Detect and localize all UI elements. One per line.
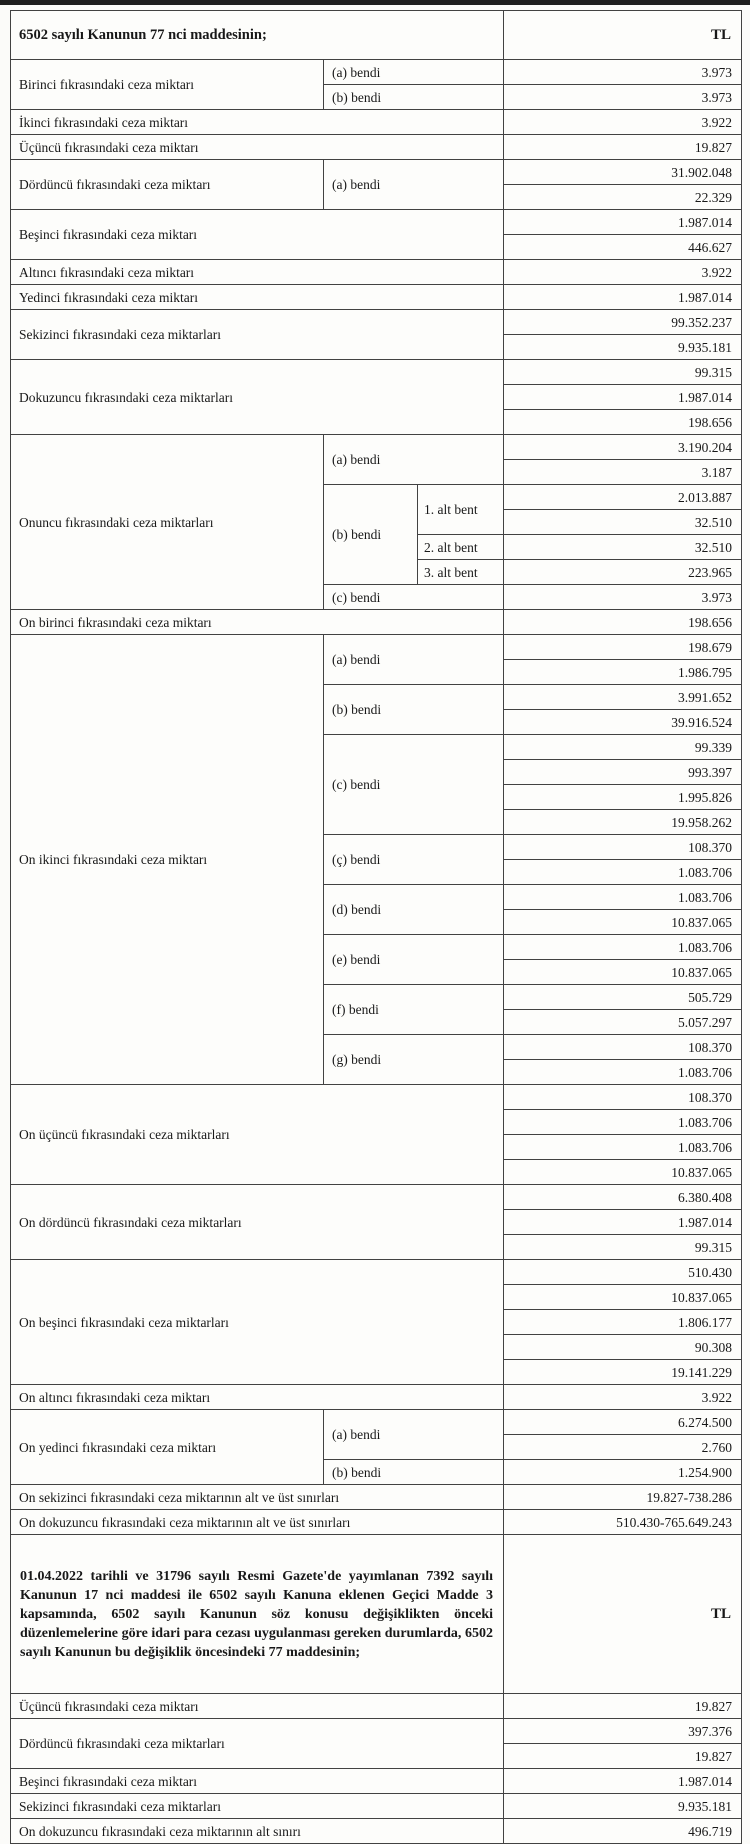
amount-cell: 9.935.181 xyxy=(504,335,742,360)
fikra-label: İkinci fıkrasındaki ceza miktarı xyxy=(11,110,504,135)
alt-bent-label: 1. alt bent xyxy=(418,485,504,535)
alt-bent-label: 3. alt bent xyxy=(418,560,504,585)
fikra-label: Birinci fıkrasındaki ceza miktarı xyxy=(11,60,324,110)
table-row xyxy=(11,360,742,385)
table-row xyxy=(11,1819,742,1844)
amount-cell: 223.965 xyxy=(504,560,742,585)
amount-cell: 32.510 xyxy=(504,535,742,560)
bend-label: (b) bendi xyxy=(324,685,504,735)
table-row xyxy=(11,60,742,85)
amount-cell: 510.430 xyxy=(504,1260,742,1285)
amount-cell: 1.987.014 xyxy=(504,210,742,235)
table-row xyxy=(11,635,742,660)
table-row xyxy=(11,11,742,60)
table-row xyxy=(11,1485,742,1510)
amount-cell: 1.083.706 xyxy=(504,1110,742,1135)
amount-cell: 3.190.204 xyxy=(504,435,742,460)
amount-cell: 19.827 xyxy=(504,1744,742,1769)
fikra-label: Dokuzuncu fıkrasındaki ceza miktarları xyxy=(11,360,504,435)
amount-cell: 993.397 xyxy=(504,760,742,785)
fikra-label: Sekizinci fıkrasındaki ceza miktarları xyxy=(11,310,504,360)
table-row xyxy=(11,1694,742,1719)
amount-cell: 397.376 xyxy=(504,1719,742,1744)
fikra-label: On sekizinci fıkrasındaki ceza miktarının alt ve üst sınırları xyxy=(11,1485,504,1510)
table-row xyxy=(11,160,742,185)
fikra-label: On üçüncü fıkrasındaki ceza miktarları xyxy=(11,1085,504,1185)
table-row xyxy=(11,1385,742,1410)
bend-label: (a) bendi xyxy=(324,635,504,685)
amount-cell: 3.973 xyxy=(504,585,742,610)
amount-cell: 1.083.706 xyxy=(504,860,742,885)
fikra-label: On birinci fıkrasındaki ceza miktarı xyxy=(11,610,504,635)
amount-cell: 1.083.706 xyxy=(504,1135,742,1160)
bend-label: (f) bendi xyxy=(324,985,504,1035)
bend-label: (c) bendi xyxy=(324,585,504,610)
amount-cell: 99.339 xyxy=(504,735,742,760)
penalty-amounts-table xyxy=(10,10,742,1844)
fikra-label: Onuncu fıkrasındaki ceza miktarları xyxy=(11,435,324,610)
table-row xyxy=(11,260,742,285)
amount-cell: 1.987.014 xyxy=(504,285,742,310)
bend-label: (b) bendi xyxy=(324,85,504,110)
table-row xyxy=(11,285,742,310)
bend-label: (a) bendi xyxy=(324,435,504,485)
amount-cell: 19.958.262 xyxy=(504,810,742,835)
amount-cell: 10.837.065 xyxy=(504,1160,742,1185)
amount-cell: 198.656 xyxy=(504,410,742,435)
amount-cell: 108.370 xyxy=(504,1035,742,1060)
bend-label: (a) bendi xyxy=(324,60,504,85)
amount-cell: 19.827 xyxy=(504,1694,742,1719)
bend-label: (d) bendi xyxy=(324,885,504,935)
amount-cell: 3.922 xyxy=(504,1385,742,1410)
amount-cell: 496.719 xyxy=(504,1819,742,1844)
amount-cell: 9.935.181 xyxy=(504,1794,742,1819)
fikra-label: Yedinci fıkrasındaki ceza miktarı xyxy=(11,285,504,310)
bend-label: (g) bendi xyxy=(324,1035,504,1085)
amount-cell: 510.430-765.649.243 xyxy=(504,1510,742,1535)
amount-cell: 3.922 xyxy=(504,260,742,285)
amount-cell: 2.013.887 xyxy=(504,485,742,510)
amount-cell: 1.254.900 xyxy=(504,1460,742,1485)
bend-label: (b) bendi xyxy=(324,1460,504,1485)
amount-cell: 1.083.706 xyxy=(504,1060,742,1085)
amount-cell: 22.329 xyxy=(504,185,742,210)
amount-cell: 39.916.524 xyxy=(504,710,742,735)
table-row xyxy=(11,1794,742,1819)
amount-cell: 5.057.297 xyxy=(504,1010,742,1035)
amount-cell: 10.837.065 xyxy=(504,960,742,985)
bend-label: (ç) bendi xyxy=(324,835,504,885)
currency-header: TL xyxy=(504,1535,742,1694)
bend-label: (b) bendi xyxy=(324,485,418,585)
table-row xyxy=(11,110,742,135)
table-row xyxy=(11,1085,742,1110)
table-row xyxy=(11,1510,742,1535)
fikra-label: Dördüncü fıkrasındaki ceza miktarı xyxy=(11,160,324,210)
amount-cell: 1.806.177 xyxy=(504,1310,742,1335)
table-row xyxy=(11,435,742,460)
fikra-label: On ikinci fıkrasındaki ceza miktarı xyxy=(11,635,324,1085)
fikra-label: Üçüncü fıkrasındaki ceza miktarı xyxy=(11,135,504,160)
amount-cell: 99.315 xyxy=(504,360,742,385)
amount-cell: 446.627 xyxy=(504,235,742,260)
amount-cell: 19.827-738.286 xyxy=(504,1485,742,1510)
amount-cell: 19.141.229 xyxy=(504,1360,742,1385)
bend-label: (c) bendi xyxy=(324,735,504,835)
fikra-label: Sekizinci fıkrasındaki ceza miktarları xyxy=(11,1794,504,1819)
penalty-document xyxy=(10,10,741,1844)
fikra-label: Beşinci fıkrasındaki ceza miktarı xyxy=(11,1769,504,1794)
amount-cell: 6.380.408 xyxy=(504,1185,742,1210)
amount-cell: 3.973 xyxy=(504,85,742,110)
section1-title: 6502 sayılı Kanunun 77 nci maddesinin; xyxy=(11,11,504,60)
table-row xyxy=(11,1260,742,1285)
amount-cell: 10.837.065 xyxy=(504,910,742,935)
fikra-label: On dördüncü fıkrasındaki ceza miktarları xyxy=(11,1185,504,1260)
amount-cell: 6.274.500 xyxy=(504,1410,742,1435)
fikra-label: On beşinci fıkrasındaki ceza miktarları xyxy=(11,1260,504,1385)
amount-cell: 198.679 xyxy=(504,635,742,660)
amount-cell: 10.837.065 xyxy=(504,1285,742,1310)
amount-cell: 3.991.652 xyxy=(504,685,742,710)
table-row xyxy=(11,310,742,335)
amount-cell: 1.987.014 xyxy=(504,1210,742,1235)
table-row xyxy=(11,610,742,635)
amount-cell: 1.987.014 xyxy=(504,1769,742,1794)
fikra-label: Altıncı fıkrasındaki ceza miktarı xyxy=(11,260,504,285)
fikra-label: Beşinci fıkrasındaki ceza miktarı xyxy=(11,210,504,260)
amount-cell: 99.315 xyxy=(504,1235,742,1260)
bend-label: (e) bendi xyxy=(324,935,504,985)
section2-intro: 01.04.2022 tarihli ve 31796 sayılı Resmi Gazete'de yayımlanan 7392 sayılı Kanunun 17 nci maddesi ile 6502 sayılı Kanuna eklenen Geçici Madde 3 kapsamında, 6502 sayılı Kanunun söz konusu değişiklikten önceki düzenlemelerine göre idari para cezası uygulanması gereken durumlarda, 6502 sayılı Kanunun bu değişiklik öncesindeki 77 maddesinin; xyxy=(11,1535,504,1694)
amount-cell: 108.370 xyxy=(504,835,742,860)
amount-cell: 32.510 xyxy=(504,510,742,535)
fikra-label: On altıncı fıkrasındaki ceza miktarı xyxy=(11,1385,504,1410)
amount-cell: 108.370 xyxy=(504,1085,742,1110)
amount-cell: 1.083.706 xyxy=(504,885,742,910)
amount-cell: 198.656 xyxy=(504,610,742,635)
fikra-label: Dördüncü fıkrasındaki ceza miktarları xyxy=(11,1719,504,1769)
alt-bent-label: 2. alt bent xyxy=(418,535,504,560)
amount-cell: 2.760 xyxy=(504,1435,742,1460)
fikra-label: On dokuzuncu fıkrasındaki ceza miktarının alt ve üst sınırları xyxy=(11,1510,504,1535)
table-row xyxy=(11,1719,742,1744)
amount-cell: 90.308 xyxy=(504,1335,742,1360)
bend-label: (a) bendi xyxy=(324,1410,504,1460)
amount-cell: 1.987.014 xyxy=(504,385,742,410)
table-row xyxy=(11,1185,742,1210)
table-row xyxy=(11,1535,742,1694)
table-row xyxy=(11,135,742,160)
fikra-label: Üçüncü fıkrasındaki ceza miktarı xyxy=(11,1694,504,1719)
bend-label: (a) bendi xyxy=(324,160,504,210)
amount-cell: 31.902.048 xyxy=(504,160,742,185)
fikra-label: On yedinci fıkrasındaki ceza miktarı xyxy=(11,1410,324,1485)
amount-cell: 99.352.237 xyxy=(504,310,742,335)
currency-header: TL xyxy=(504,11,742,60)
fikra-label: On dokuzuncu fıkrasındaki ceza miktarının alt sınırı xyxy=(11,1819,504,1844)
amount-cell: 3.187 xyxy=(504,460,742,485)
amount-cell: 3.922 xyxy=(504,110,742,135)
amount-cell: 1.995.826 xyxy=(504,785,742,810)
amount-cell: 505.729 xyxy=(504,985,742,1010)
amount-cell: 1.986.795 xyxy=(504,660,742,685)
amount-cell: 3.973 xyxy=(504,60,742,85)
table-row xyxy=(11,210,742,235)
table-row xyxy=(11,1769,742,1794)
table-row xyxy=(11,1410,742,1435)
amount-cell: 19.827 xyxy=(504,135,742,160)
amount-cell: 1.083.706 xyxy=(504,935,742,960)
scan-artifact-top-bar xyxy=(0,0,750,5)
